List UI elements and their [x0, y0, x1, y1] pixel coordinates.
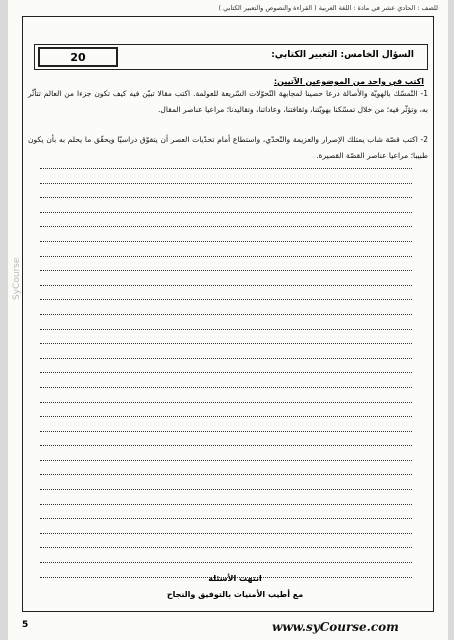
answer-line [40, 504, 412, 505]
answer-line [40, 460, 412, 461]
answer-line [40, 183, 412, 184]
answer-line [40, 270, 412, 271]
answer-line [40, 445, 412, 446]
exam-page [8, 0, 448, 640]
answer-line [40, 343, 412, 344]
topic-2: 2- اكتب قصّة شاب يمتلك الإصرار والعزيمة والتّحدّي، واستطاع أمام تحدّيات العصر أن يتفوّق دراسيّا ويحقّق ما يحلم به بأن يكون طبيبا؛ مراعيا عناصر القصّة القصيرة. [28, 135, 428, 160]
answer-line [40, 256, 412, 257]
answer-line [40, 285, 412, 286]
question-title: السؤال الخامس: التعبير الكتابي: [271, 50, 414, 60]
answer-line [40, 226, 412, 227]
answer-line [40, 197, 412, 198]
end-of-questions: انتهت الأسئلة [208, 574, 262, 583]
page-header: للصف : الحادي عشر في مادة : اللغة العربية ( القراءة والنصوص والتعبير الكتابي ) [218, 4, 438, 12]
answer-line [40, 416, 412, 417]
answer-line [40, 387, 412, 388]
answer-line [40, 547, 412, 548]
answer-line [40, 358, 412, 359]
page-number: 5 [22, 620, 29, 630]
answer-lines [40, 168, 412, 591]
answer-line [40, 431, 412, 432]
instruction: اكتب في واحد من الموضوعين الآتيين: [273, 77, 424, 86]
answer-line [40, 299, 412, 300]
answer-line [40, 329, 412, 330]
answer-line [40, 372, 412, 373]
answer-line [40, 474, 412, 475]
good-luck-wish: مع أطيب الأمنيات بالتوفيق والنجاح [166, 590, 304, 599]
answer-line [40, 533, 412, 534]
answer-line [40, 402, 412, 403]
answer-line [40, 314, 412, 315]
answer-line [40, 562, 412, 563]
answer-line [40, 168, 412, 169]
answer-line [40, 518, 412, 519]
answer-line [40, 212, 412, 213]
watermark-url: www.syCourse.com [272, 620, 399, 634]
topic-1: 1- التّمسّك بالهويّة والأصالة درعا حصينا لمجابهة التّحوّلات السّريعة للعولمة. اكتب مقالا تبيّن فيه كيف تكون جزءا من العالم تتأثّر به، وتؤثّر فيه؛ من خلال تمسّكنا بهويّتنا، وثقافتنا، وعاداتنا، وتقاليدنا؛ مراعيا عناصر المقال. [28, 89, 428, 114]
side-watermark: SyCourse [12, 257, 22, 300]
answer-line [40, 241, 412, 242]
score-box: 20 [38, 47, 118, 67]
answer-line [40, 489, 412, 490]
